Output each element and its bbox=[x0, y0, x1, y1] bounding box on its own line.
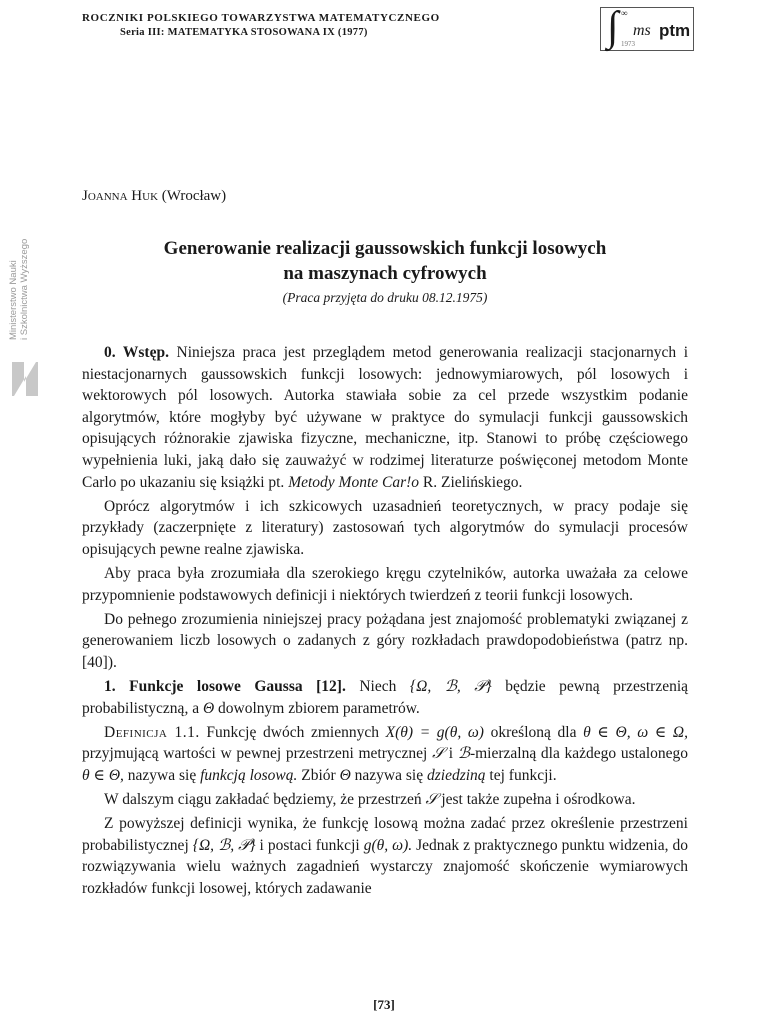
logo-ptm-text: ptm bbox=[659, 21, 691, 40]
title-line-1: Generowanie realizacji gaussowskich funkcji losowych bbox=[163, 238, 607, 259]
section-0-heading: 0. Wstęp. bbox=[104, 344, 169, 361]
definition-1-1: Definicja 1.1. Funkcję dwóch zmiennych X(θ) = g(θ, ω) określoną dla θ ∈ Θ, ω ∈ Ω, przyjmującą wartości w pewnej przestrzeni metrycznej 𝒮 i ℬ-mierzalną dla każdego ustalonego θ ∈ Θ, nazywa się funkcją losową. Zbiór Θ nazywa się dziedziną tej funkcji. bbox=[82, 723, 689, 784]
logo-infinity-symbol: ∞ bbox=[621, 8, 628, 18]
series-line: Seria III: MATEMATYKA STOSOWANA IX (1977) bbox=[120, 27, 368, 38]
logo-ms-text: ms bbox=[633, 22, 651, 39]
book-title: Metody Monte Car!o bbox=[288, 473, 420, 491]
page-number: [73] bbox=[373, 997, 395, 1012]
logo-year: 1973 bbox=[621, 40, 635, 48]
paragraph-3: Aby praca była zrozumiała dla szerokiego kręgu czytelników, autorka uważała za celowe przypomnienie podstawowych definicji i niektórych twierdzeń z teorii funkcji losowych. bbox=[82, 564, 688, 604]
paragraph-intro: 0. Wstęp. Niniejsza praca jest przeglądem metod generowania realizacji stacjonarnych i niestacjonarnych gaussowskich funkcji losowych: jednowymiarowych, pól losowych i wektorowych pól losowych. Autorka stawiała sobie za cel przede wszystkim podanie algorytmów, które mogłyby być używane w praktyce do symulacji funkcji gaussowskich opisujących różnorakie zjawiska fizyczne, mechaniczne, itp. Stanowi to próbę częściowego wypełnienia luki, jaką dało się zauważyć w rodzimej literaturze poświęconej metodom Monte Carlo po ukazaniu się książki pt. Metody Monte Car!o R. Zielińskiego. bbox=[82, 344, 689, 491]
author-line bbox=[82, 188, 226, 205]
paragraph-section-1: 1. Funkcje losowe Gaussa [12]. Niech {Ω, ℬ, 𝒫} będzie pewną przestrzenią probabilistyczną, a Θ dowolnym zbiorem parametrów. bbox=[82, 677, 689, 717]
ptm-logo bbox=[600, 4, 694, 51]
author-name: Joanna Huk bbox=[82, 188, 159, 204]
author-affiliation: (Wrocław) bbox=[161, 188, 227, 204]
ministry-logo-icon bbox=[10, 358, 40, 398]
definition-label: Definicja 1.1. bbox=[104, 723, 200, 741]
logo-integral-symbol: ∫ bbox=[607, 4, 619, 50]
paragraph-4: Do pełnego zrozumienia niniejszej pracy pożądana jest znajomość problematyki związanej z generowaniem liczb losowych o zadanych z góry rozkładach prawdopodobieństwa (patrz np. [40]). bbox=[82, 610, 688, 671]
paper-title bbox=[82, 236, 688, 286]
paragraph-7: W dalszym ciągu zakładać będziemy, że przestrzeń 𝒮 jest także zupełna i ośrodkowa. bbox=[104, 790, 636, 808]
watermark-line-1: Ministerstwo Nauki bbox=[8, 260, 19, 340]
title-line-2: na maszynach cyfrowych bbox=[283, 263, 487, 284]
journal-title: ROCZNIKI POLSKIEGO TOWARZYSTWA MATEMATYCZNEGO bbox=[82, 12, 440, 24]
article-body bbox=[82, 342, 688, 902]
ministry-watermark bbox=[2, 190, 46, 410]
paragraph-8: Z powyższej definicji wynika, że funkcję losową można zadać przez określenie przestrzeni probabilistycznej {Ω, ℬ, 𝒫} i postaci funkcji g(θ, ω). Jednak z praktycznego punktu widzenia, do rozwiązywania wielu ważnych zagadnień wystarczy znajomość skończenie wymiarowych rozkładów funkcji losowej, których zadawanie bbox=[82, 814, 688, 897]
paragraph-2: Oprócz algorytmów i ich szkicowych uzasadnień teoretycznych, w pracy podaje się przykłady (zaczerpnięte z literatury) zastosowań tych algorytmów do symulacji procesów opisujących pewne realne zjawiska. bbox=[82, 497, 688, 558]
watermark-line-2: i Szkolnictwa Wyższego bbox=[19, 238, 30, 340]
received-date: (Praca przyjęta do druku 08.12.1975) bbox=[282, 290, 488, 305]
watermark-text bbox=[8, 190, 30, 340]
section-1-heading: 1. Funkcje losowe Gaussa [12]. bbox=[104, 677, 346, 695]
